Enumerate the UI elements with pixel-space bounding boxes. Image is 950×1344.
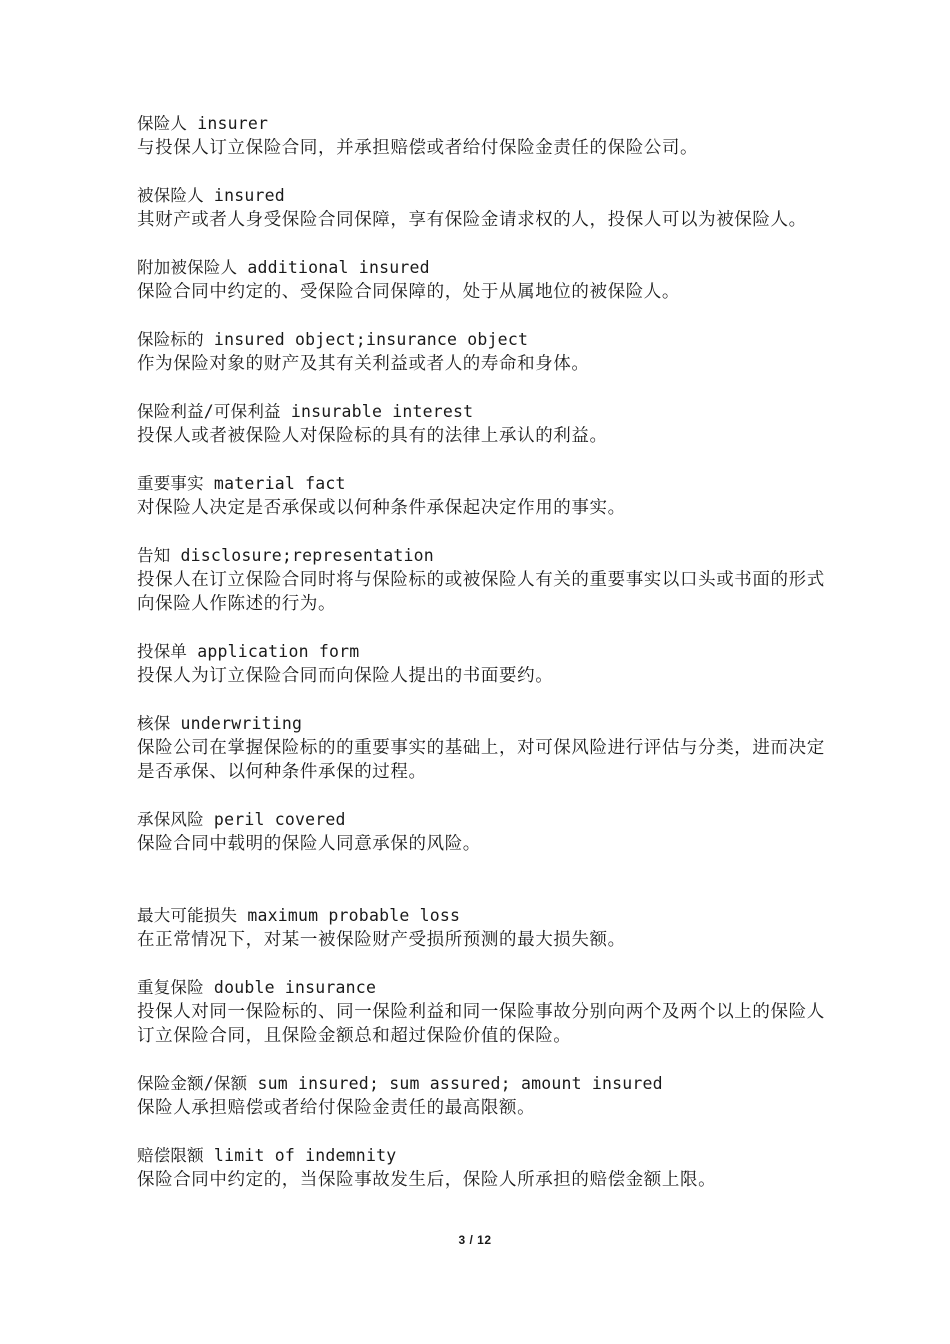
entry-term: 保险金额/保额 sum insured; sum assured; amount insured <box>137 1074 663 1093</box>
glossary-entry <box>137 328 827 376</box>
entry-definition: 其财产或者人身受保险合同保障，享有保险金请求权的人，投保人可以为被保险人。 <box>137 210 807 230</box>
entry-definition: 保险人承担赔偿或者给付保险金责任的最高限额。 <box>137 1098 536 1118</box>
glossary-entry <box>137 256 827 304</box>
entry-term: 最大可能损失 maximum probable loss <box>137 906 461 925</box>
glossary-entry <box>137 640 827 688</box>
glossary-entry <box>137 904 827 952</box>
entry-term: 被保险人 insured <box>137 186 285 205</box>
glossary-entry <box>137 112 827 160</box>
glossary-entry <box>137 976 827 1048</box>
glossary-entries <box>137 112 827 1192</box>
glossary-entry <box>137 184 827 232</box>
glossary-entry <box>137 712 827 784</box>
entry-definition: 保险公司在掌握保险标的的重要事实的基础上，对可保风险进行评估与分类，进而决定是否承保、以何种条件承保的过程。 <box>137 738 825 782</box>
entry-term: 承保风险 peril covered <box>137 810 346 829</box>
entry-term: 保险人 insurer <box>137 114 269 133</box>
entry-definition: 投保人在订立保险合同时将与保险标的或被保险人有关的重要事实以口头或书面的形式向保险人作陈述的行为。 <box>137 570 825 614</box>
glossary-entry <box>137 1144 827 1192</box>
glossary-entry <box>137 544 827 616</box>
entry-term: 告知 disclosure;representation <box>137 546 434 565</box>
entry-definition: 投保人对同一保险标的、同一保险利益和同一保险事故分别向两个及两个以上的保险人订立保险合同，且保险金额总和超过保险价值的保险。 <box>137 1002 825 1046</box>
entry-term: 重要事实 material fact <box>137 474 346 493</box>
entry-definition: 保险合同中约定的，当保险事故发生后，保险人所承担的赔偿金额上限。 <box>137 1170 717 1190</box>
entry-term: 附加被保险人 additional insured <box>137 258 430 277</box>
entry-definition: 作为保险对象的财产及其有关利益或者人的寿命和身体。 <box>137 354 590 374</box>
entry-definition: 在正常情况下，对某一被保险财产受损所预测的最大损失额。 <box>137 930 626 950</box>
entry-definition: 保险合同中载明的保险人同意承保的风险。 <box>137 834 481 854</box>
entry-definition: 对保险人决定是否承保或以何种条件承保起决定作用的事实。 <box>137 498 626 518</box>
entry-term: 重复保险 double insurance <box>137 978 377 997</box>
glossary-entry <box>137 472 827 520</box>
entry-definition: 保险合同中约定的、受保险合同保障的，处于从属地位的被保险人。 <box>137 282 680 302</box>
entry-term: 保险标的 insured object;insurance object <box>137 330 529 349</box>
glossary-entry <box>137 400 827 448</box>
entry-definition: 投保人或者被保险人对保险标的具有的法律上承认的利益。 <box>137 426 608 446</box>
entry-definition: 与投保人订立保险合同，并承担赔偿或者给付保险金责任的保险公司。 <box>137 138 699 158</box>
entry-term: 赔偿限额 limit of indemnity <box>137 1146 397 1165</box>
page-number: 3 / 12 <box>458 1233 492 1247</box>
glossary-entry <box>137 808 827 856</box>
glossary-entry <box>137 1072 827 1120</box>
entry-definition: 投保人为订立保险合同而向保险人提出的书面要约。 <box>137 666 554 686</box>
entry-term: 保险利益/可保利益 insurable interest <box>137 402 474 421</box>
entry-term: 投保单 application form <box>137 642 360 661</box>
entry-term: 核保 underwriting <box>137 714 303 733</box>
